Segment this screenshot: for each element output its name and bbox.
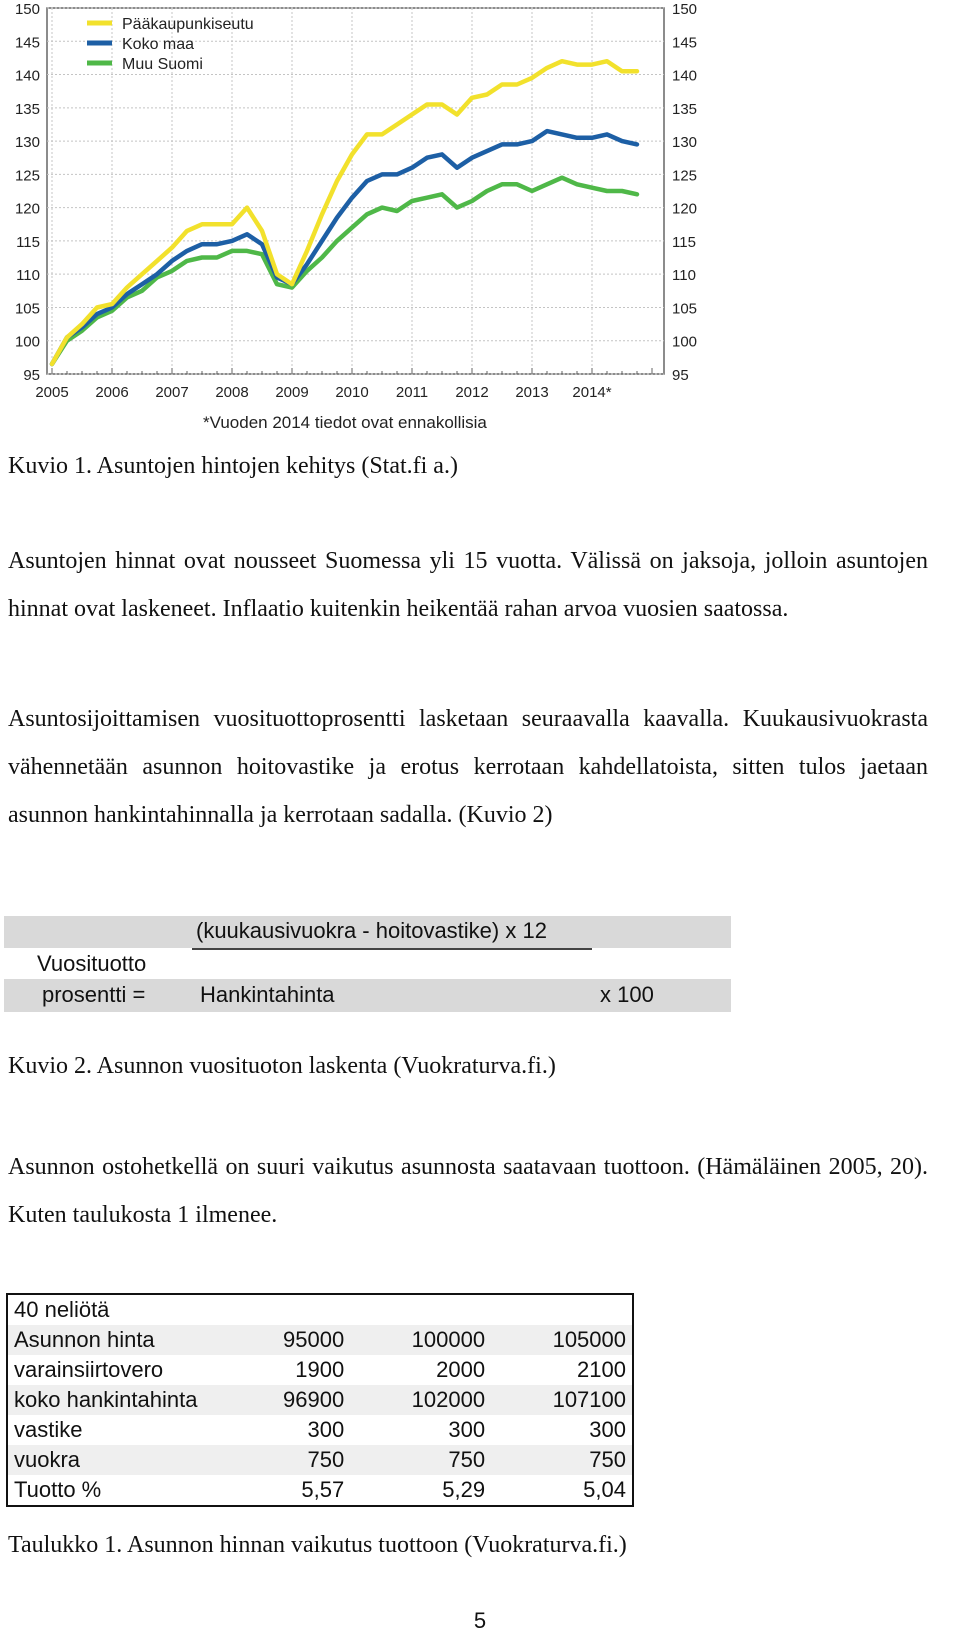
table-cell: 107100 xyxy=(491,1385,633,1415)
formula-denominator: Hankintahinta xyxy=(200,982,335,1007)
y-tick-label-right: 130 xyxy=(672,134,698,152)
table-cell: 750 xyxy=(491,1445,633,1475)
table-cell: 5,57 xyxy=(301,1477,345,1502)
formula-label-line1: Vuosituotto xyxy=(37,951,147,976)
y-tick-label-right: 125 xyxy=(672,167,698,185)
chart-footnote: *Vuoden 2014 tiedot ovat ennakollisia xyxy=(203,413,487,432)
x-tick-label: 2009 xyxy=(275,384,309,401)
table-cell: 5,29 xyxy=(442,1477,486,1502)
price-index-chart xyxy=(0,0,700,440)
legend-label: Pääkaupunkiseutu xyxy=(122,16,254,33)
table-cell: 300 xyxy=(307,1417,345,1442)
x-tick-label: 2010 xyxy=(335,384,369,401)
paragraph-3: Asunnon ostohetkellä on suuri vaikutus asunnosta saatavaan tuottoon. (Hämäläinen 2005, 20). Kuten taulukosta 1 ilmenee. xyxy=(8,1154,928,1228)
table-cell: 95000 xyxy=(223,1325,350,1355)
table-cell: vuokra xyxy=(7,1445,223,1475)
paragraph-1: Asuntojen hinnat ovat nousseet Suomessa yli 15 vuotta. Välissä on jaksoja, jolloin asuntojen hinnat ovat laskeneet. Inflaatio kuitenkin heikentää rahan arvoa vuosien saatossa. xyxy=(8,548,928,622)
y-tick-label-right: 100 xyxy=(672,333,698,351)
table-row xyxy=(7,1445,633,1475)
fraction-line xyxy=(192,948,592,950)
y-tick-label-right: 105 xyxy=(672,300,698,318)
y-tick-label-right: 150 xyxy=(672,1,698,18)
y-tick-label: 150 xyxy=(14,1,40,18)
x-tick-label: 2005 xyxy=(35,384,69,401)
y-tick-label: 145 xyxy=(14,34,40,52)
paragraph-2: Asuntosijoittamisen vuosituottoprosentti lasketaan seuraavalla kaavalla. Kuukausivuokrasta vähennetään asunnon hoitovastike ja erotus kerrotaan kahdellatoista, sitten tulos jaetaan asunnon hankintahinnalla ja kerrotaan sadalla. (Kuvio 2) xyxy=(8,706,928,828)
y-tick-label: 95 xyxy=(23,367,40,384)
table-cell: 100000 xyxy=(350,1325,491,1355)
table-cell: Tuotto % xyxy=(14,1477,102,1502)
formula-numerator: (kuukausivuokra - hoitovastike) x 12 xyxy=(196,918,547,943)
table-row xyxy=(7,1355,633,1385)
y-tick-label-right: 95 xyxy=(672,367,689,384)
table-cell: vastike xyxy=(14,1417,83,1442)
table-1-caption: Taulukko 1. Asunnon hinnan vaikutus tuottoon (Vuokraturva.fi.) xyxy=(8,1532,627,1558)
table-row xyxy=(7,1475,633,1506)
table-cell: koko hankintahinta xyxy=(7,1385,223,1415)
legend-label: Koko maa xyxy=(122,36,195,53)
x-tick-label: 2014* xyxy=(572,384,612,401)
table-cell: 750 xyxy=(223,1445,350,1475)
y-tick-label: 125 xyxy=(14,167,40,185)
y-tick-label: 105 xyxy=(14,300,40,318)
x-tick-label: 2012 xyxy=(455,384,489,401)
y-tick-label-right: 140 xyxy=(672,67,698,85)
x-tick-label: 2008 xyxy=(215,384,249,401)
y-tick-label: 130 xyxy=(14,134,40,152)
x-tick-label: 2007 xyxy=(155,384,189,401)
table-cell: 1900 xyxy=(295,1357,345,1382)
table-row xyxy=(7,1385,633,1415)
yield-formula xyxy=(4,916,731,1012)
table-title-row xyxy=(7,1294,633,1325)
y-tick-label: 140 xyxy=(14,67,40,85)
table-cell: Asunnon hinta xyxy=(7,1325,223,1355)
y-tick-label: 120 xyxy=(14,200,40,218)
page-number: 5 xyxy=(473,1608,487,1633)
table-cell: 300 xyxy=(448,1417,486,1442)
y-tick-label: 110 xyxy=(16,267,40,285)
y-tick-label: 135 xyxy=(14,100,40,118)
table-cell: 5,04 xyxy=(583,1477,626,1502)
formula-multiplier: x 100 xyxy=(600,982,654,1007)
table-cell: 300 xyxy=(589,1417,626,1442)
y-tick-label-right: 120 xyxy=(672,200,698,218)
table-cell: 2000 xyxy=(436,1357,486,1382)
table-cell: 102000 xyxy=(350,1385,491,1415)
table-cell: 750 xyxy=(350,1445,491,1475)
y-tick-label-right: 110 xyxy=(672,267,696,285)
figure-1-caption: Kuvio 1. Asuntojen hintojen kehitys (Stat.fi a.) xyxy=(8,453,458,479)
table-row xyxy=(7,1325,633,1355)
figure-2-caption: Kuvio 2. Asunnon vuosituoton laskenta (Vuokraturva.fi.) xyxy=(8,1053,556,1079)
table-cell: 105000 xyxy=(491,1325,633,1355)
x-tick-label: 2011 xyxy=(395,384,429,401)
y-tick-label-right: 115 xyxy=(672,233,696,251)
y-tick-label-right: 135 xyxy=(672,100,698,118)
formula-label-line2: prosentti = xyxy=(42,982,146,1007)
legend-label: Muu Suomi xyxy=(122,56,203,73)
table-cell: varainsiirtovero xyxy=(14,1357,164,1382)
table-title: 40 neliötä xyxy=(14,1297,110,1322)
x-tick-label: 2013 xyxy=(515,384,549,401)
price-yield-table xyxy=(6,1293,634,1507)
y-tick-label: 115 xyxy=(16,233,40,251)
table-cell: 2100 xyxy=(577,1357,626,1382)
x-tick-label: 2006 xyxy=(95,384,129,401)
table-cell: 96900 xyxy=(223,1385,350,1415)
y-tick-label: 100 xyxy=(14,333,40,351)
y-tick-label-right: 145 xyxy=(672,34,698,52)
table-row xyxy=(7,1415,633,1445)
